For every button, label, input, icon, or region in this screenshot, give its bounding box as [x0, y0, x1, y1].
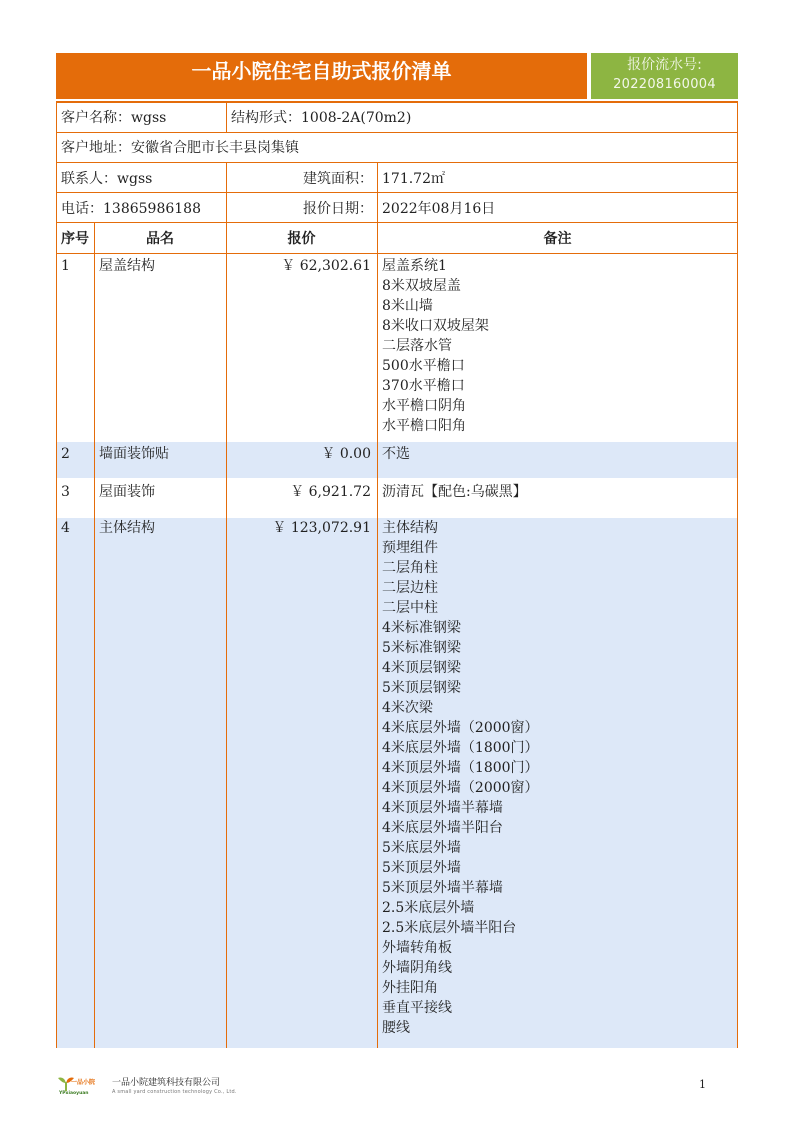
company-name-en: A small yard construction technology Co., Ltd.	[112, 1089, 237, 1095]
row-2-name: 墙面装饰贴	[99, 446, 169, 462]
grid-line	[226, 101, 227, 132]
grid-line	[56, 132, 738, 133]
grid-line	[56, 101, 738, 103]
remark-item: 2.5米底层外墙	[382, 900, 475, 916]
remark-item: 500水平檐口	[382, 358, 465, 374]
date-label: 报价日期：	[303, 201, 373, 217]
remark-item: 8米收口双坡屋架	[382, 318, 489, 334]
grid-line	[56, 253, 738, 254]
row-4-price: ￥ 123,072.91	[272, 520, 371, 536]
remark-item: 二层角柱	[382, 560, 438, 576]
remark-item: 4米底层外墙半阳台	[382, 820, 503, 836]
row-4-name: 主体结构	[99, 520, 155, 536]
remark-item: 4米顶层外墙半幕墙	[382, 800, 503, 816]
grid-line	[56, 222, 738, 223]
row-3-remarks	[382, 482, 527, 502]
company-name: 一品小院建筑科技有限公司	[112, 1078, 221, 1088]
remark-item: 屋盖系统1	[382, 258, 447, 274]
remark-item: 水平檐口阴角	[382, 398, 466, 414]
remark-item: 4米顶层钢梁	[382, 660, 461, 676]
row-3-price: ￥ 6,921.72	[290, 484, 371, 500]
column-header-remarks: 备注	[543, 231, 572, 247]
row-1-no: 1	[61, 258, 70, 274]
row-2-remarks	[382, 444, 410, 464]
remark-item: 5米标准钢梁	[382, 640, 461, 656]
document-title-text: 一品小院住宅自助式报价清单	[191, 58, 452, 83]
area-value: 171.72㎡	[382, 171, 445, 187]
grid-line	[226, 162, 227, 1048]
company-logo	[56, 1074, 110, 1096]
grid-line	[56, 192, 738, 193]
remark-item: 5米底层外墙	[382, 840, 461, 856]
row-4-no: 4	[61, 520, 70, 536]
remark-item: 4米底层外墙（2000窗）	[382, 720, 539, 736]
remark-item: 2.5米底层外墙半阳台	[382, 920, 517, 936]
row-2-no: 2	[61, 446, 70, 462]
remark-item: 二层边柱	[382, 580, 438, 596]
footer-company	[112, 1075, 237, 1095]
column-header-name: 品名	[146, 231, 174, 247]
remark-item: 5米顶层外墙半幕墙	[382, 880, 503, 896]
remark-item: 370水平檐口	[382, 378, 465, 394]
contact-person: 联系人：wgss	[61, 171, 153, 187]
remark-item: 二层中柱	[382, 600, 438, 616]
row-3-name: 屋面装饰	[99, 484, 155, 500]
remark-item: 8米山墙	[382, 298, 433, 314]
remark-item: 8米双坡屋盖	[382, 278, 461, 294]
remark-item: 4米底层外墙（1800门）	[382, 740, 539, 756]
remark-item: 4米标准钢梁	[382, 620, 461, 636]
remark-item: 预埋组件	[382, 540, 438, 556]
customer-address: 客户地址：安徽省合肥市长丰县岗集镇	[61, 140, 299, 156]
serial-label: 报价流水号:	[627, 57, 702, 73]
row-1-price: ￥ 62,302.61	[281, 258, 371, 274]
row-3-no: 3	[61, 484, 70, 500]
remark-item: 4米顶层外墙（2000窗）	[382, 780, 539, 796]
grid-line	[94, 222, 95, 1048]
row-1-remarks	[382, 256, 489, 436]
remark-item: 垂直平接线	[382, 1000, 452, 1016]
remark-item: 5米顶层外墙	[382, 860, 461, 876]
phone-number: 电话：13865986188	[61, 201, 201, 217]
customer-name: 客户名称：wgss	[61, 110, 167, 126]
remark-item: 5米顶层钢梁	[382, 680, 461, 696]
remark-item: 腰线	[382, 1020, 410, 1036]
remark-item: 不选	[382, 446, 410, 462]
remark-item: 主体结构	[382, 520, 438, 536]
row-1-name: 屋盖结构	[99, 258, 155, 274]
column-header-no: 序号	[61, 231, 89, 247]
remark-item: 水平檐口阳角	[382, 418, 466, 434]
document-title	[56, 53, 587, 99]
logo-subtext: YPxiaoyuan	[59, 1091, 89, 1096]
remark-item: 外挂阳角	[382, 980, 438, 996]
quote-date: 2022年08月16日	[382, 201, 496, 217]
structure-type: 结构形式：1008-2A(70m2)	[231, 110, 412, 126]
grid-line	[56, 162, 738, 163]
remark-item: 4米次梁	[382, 700, 433, 716]
remark-item: 沥清瓦【配色:乌碳黑】	[382, 484, 527, 500]
remark-item: 二层落水管	[382, 338, 452, 354]
remark-item: 外墙阴角线	[382, 960, 452, 976]
area-label: 建筑面积：	[303, 171, 373, 187]
row-2-price: ￥ 0.00	[321, 446, 371, 462]
logo-text: 一品小院	[71, 1079, 96, 1086]
serial-number: 202208160004	[613, 77, 716, 92]
page-number: 1	[699, 1078, 706, 1091]
row-4-remarks	[382, 518, 539, 1038]
remark-item: 4米顶层外墙（1800门）	[382, 760, 539, 776]
remark-item: 外墙转角板	[382, 940, 452, 956]
serial-number-box	[591, 53, 738, 99]
column-header-price: 报价	[287, 231, 316, 247]
grid-line	[377, 162, 378, 1048]
